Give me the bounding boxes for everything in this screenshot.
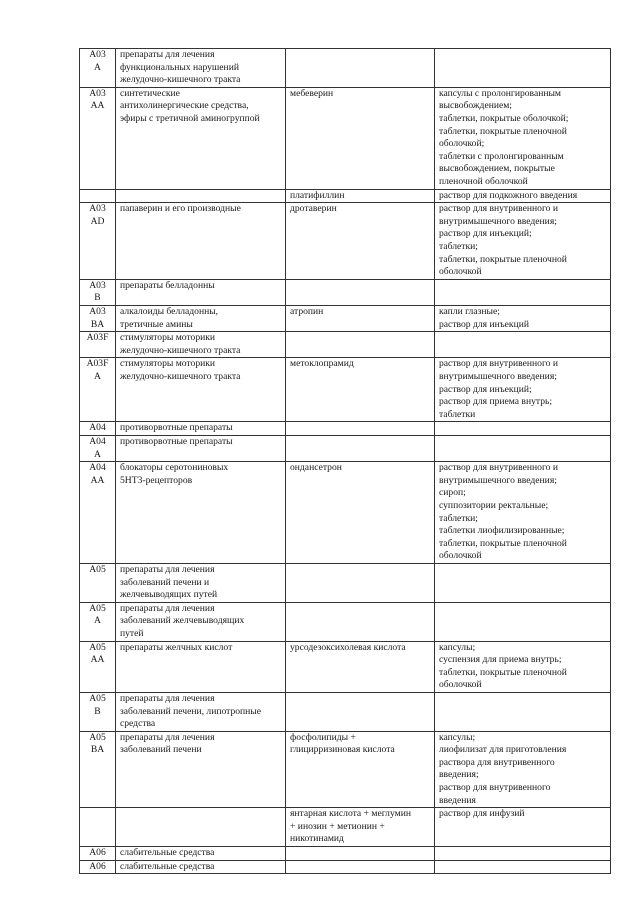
cell-text-line: A [94,615,101,627]
anatomical-group-cell [116,731,286,808]
drug-name-cell [286,563,435,602]
drug-list-table [79,48,611,874]
dosage-forms-cell [435,860,611,874]
cell-text-line: A04 [89,435,106,447]
drug-name-cell [286,332,435,358]
cell-text-line: AA [90,474,105,486]
anatomical-group-cell [116,332,286,358]
anatomical-group-cell [116,563,286,602]
drug-name-cell [286,358,435,422]
drug-name-cell [286,87,435,189]
cell-text-line: блокаторы серотониновых [120,462,229,474]
cell-text-line: препараты для лечения [120,602,215,614]
dosage-forms-cell [435,435,611,461]
cell-text-line: третичные амины [120,318,193,330]
cell-text-line: средства [120,718,156,730]
drug-name-cell [286,860,435,874]
cell-text-line: таблетки, покрытые пленочной [439,537,567,549]
cell-text-line: функциональных нарушений [120,61,239,73]
cell-text-line: капсулы с пролонгированным [439,87,562,99]
table-row [80,847,611,861]
cell-text-line: антихолинергические средства, [120,100,249,112]
cell-text-line: капсулы; [439,641,476,653]
drug-name-cell [286,808,435,847]
table-row [80,305,611,331]
anatomical-group-cell [116,692,286,731]
table-row [80,563,611,602]
table-row [80,860,611,874]
cell-text-line: янтарная кислота + меглумин [290,808,411,820]
cell-text-line: стимуляторы моторики [120,358,216,370]
cell-text-line: таблетки, покрытые оболочкой; [439,112,569,124]
dosage-forms-cell [435,731,611,808]
cell-text-line: раствор для внутривенного [439,782,551,794]
table-row [80,49,611,88]
cell-text-line: заболеваний печени [120,744,202,756]
dosage-forms-cell [435,602,611,641]
dosage-forms-cell [435,422,611,436]
drug-name-cell [286,305,435,331]
cell-text-line: атропин [290,305,324,317]
cell-text-line: внутримышечного введения; [439,215,557,227]
cell-text-line: введения; [439,769,479,781]
cell-text-line: раствор для инфузий [439,808,525,820]
dosage-forms-cell [435,563,611,602]
drug-name-cell [286,462,435,564]
drug-name-cell [286,692,435,731]
cell-text-line: таблетки; [439,240,478,252]
cell-text-line: таблетки, покрытые пленочной [439,666,567,678]
cell-text-line: B [94,292,101,304]
cell-text-line: таблетки; [439,512,478,524]
cell-text-line: 5HT3-рецепторов [120,474,193,486]
cell-text-line: урсодезоксихолевая кислота [290,641,406,653]
table-row [80,808,611,847]
cell-text-line: таблетки [439,408,476,420]
cell-text-line: суспензия для приема внутрь; [439,654,562,666]
cell-text-line: таблетки лиофилизированные; [439,525,565,537]
cell-text-line: препараты белладонны [120,279,215,291]
anatomical-group-cell [116,860,286,874]
table-row [80,358,611,422]
atc-code-cell [80,422,116,436]
cell-text-line: A05 [89,692,106,704]
dosage-forms-cell [435,49,611,88]
cell-text-line: заболеваний печени и [120,576,210,588]
anatomical-group-cell [116,808,286,847]
anatomical-group-cell [116,422,286,436]
cell-text-line: оболочкой; [439,138,485,150]
anatomical-group-cell [116,847,286,861]
anatomical-group-cell [116,602,286,641]
table-row [80,731,611,808]
cell-text-line: желчевыводящих путей [120,589,218,601]
cell-text-line: AD [90,215,105,227]
cell-text-line: заболеваний желчевыводящих [120,615,245,627]
atc-code-cell [80,847,116,861]
anatomical-group-cell [116,305,286,331]
cell-text-line: внутримышечного введения; [439,370,557,382]
table-body [80,49,611,874]
cell-text-line: дротаверин [290,203,337,215]
drug-name-cell [286,731,435,808]
cell-text-line: синтетические [120,87,180,99]
table-row [80,462,611,564]
dosage-forms-cell [435,279,611,305]
drug-name-cell [286,435,435,461]
cell-text-line: введения [439,794,476,806]
cell-text-line: BA [90,318,105,330]
atc-code-cell [80,203,116,280]
cell-text-line: AA [90,100,105,112]
atc-code-cell [80,731,116,808]
cell-text-line: слабительные средства [120,847,215,859]
cell-text-line: A06 [89,860,106,872]
table-row [80,602,611,641]
cell-text-line: препараты желчных кислот [120,641,233,653]
cell-text-line: A [94,61,101,73]
cell-text-line: A05 [89,602,106,614]
atc-code-cell [80,692,116,731]
cell-text-line: A03 [89,87,106,99]
anatomical-group-cell [116,279,286,305]
cell-text-line: раствор для приема внутрь; [439,396,553,408]
atc-code-cell [80,279,116,305]
drug-name-cell [286,49,435,88]
cell-text-line: желудочно-кишечного тракта [120,74,241,86]
atc-code-cell [80,189,116,203]
cell-text-line: мебеверин [290,87,334,99]
dosage-forms-cell [435,87,611,189]
table-row [80,422,611,436]
cell-text-line: A [94,448,101,460]
cell-text-line: пленочной оболочкой [439,175,528,187]
table-row [80,203,611,280]
cell-text-line: препараты для лечения [120,731,215,743]
cell-text-line: A05 [89,641,106,653]
cell-text-line: метоклопрамид [290,358,354,370]
table-row [80,332,611,358]
drug-name-cell [286,422,435,436]
dosage-forms-cell [435,358,611,422]
cell-text-line: A03 [89,279,106,291]
cell-text-line: AA [90,654,105,666]
cell-text-line: раствор для подкожного введения [439,189,578,201]
anatomical-group-cell [116,462,286,564]
cell-text-line: капли глазные; [439,305,500,317]
cell-text-line: A05 [89,563,106,575]
cell-text-line: A03F [86,358,109,370]
drug-name-cell [286,203,435,280]
drug-name-cell [286,189,435,203]
cell-text-line: высвобождением, покрытые [439,163,555,175]
cell-text-line: желудочно-кишечного тракта [120,370,241,382]
atc-code-cell [80,435,116,461]
cell-text-line: B [94,705,101,717]
cell-text-line: раствор для инъекций [439,318,529,330]
cell-text-line: раствор для внутривенного и [439,358,558,370]
atc-code-cell [80,358,116,422]
anatomical-group-cell [116,203,286,280]
cell-text-line: противорвотные препараты [120,435,233,447]
cell-text-line: раствор для инъекций; [439,228,532,240]
cell-text-line: A03F [86,332,109,344]
anatomical-group-cell [116,435,286,461]
table-row [80,641,611,692]
cell-text-line: A [94,370,101,382]
dosage-forms-cell [435,641,611,692]
cell-text-line: противорвотные препараты [120,422,233,434]
cell-text-line: желудочно-кишечного тракта [120,344,241,356]
cell-text-line: оболочкой [439,266,482,278]
atc-code-cell [80,602,116,641]
cell-text-line: A03 [89,203,106,215]
table-row [80,692,611,731]
atc-code-cell [80,332,116,358]
cell-text-line: A03 [89,305,106,317]
cell-text-line: A04 [89,422,106,434]
cell-text-line: стимуляторы моторики [120,332,216,344]
drug-name-cell [286,641,435,692]
cell-text-line: раствор для инъекций; [439,383,532,395]
table-row [80,87,611,189]
anatomical-group-cell [116,49,286,88]
cell-text-line: папаверин и его производные [120,203,241,215]
anatomical-group-cell [116,189,286,203]
cell-text-line: препараты для лечения [120,49,215,60]
dosage-forms-cell [435,332,611,358]
cell-text-line: лиофилизат для приготовления [439,744,567,756]
cell-text-line: эфиры с третичной аминогруппой [120,112,260,124]
cell-text-line: никотинамид [290,833,344,845]
cell-text-line: суппозитории ректальные; [439,499,549,511]
dosage-forms-cell [435,203,611,280]
cell-text-line: таблетки, покрытые пленочной [439,125,567,137]
cell-text-line: BA [90,744,105,756]
dosage-forms-cell [435,692,611,731]
cell-text-line: A03 [89,49,106,60]
drug-name-cell [286,279,435,305]
drug-name-cell [286,847,435,861]
dosage-forms-cell [435,462,611,564]
cell-text-line: слабительные средства [120,860,215,872]
atc-code-cell [80,563,116,602]
atc-code-cell [80,808,116,847]
table-row [80,279,611,305]
anatomical-group-cell [116,87,286,189]
atc-code-cell [80,87,116,189]
atc-code-cell [80,860,116,874]
anatomical-group-cell [116,358,286,422]
cell-text-line: глицирризиновая кислота [290,744,395,756]
cell-text-line: таблетки с пролонгированным [439,150,564,162]
cell-text-line: сироп; [439,487,466,499]
cell-text-line: раствор для внутривенного и [439,462,558,474]
cell-text-line: раствор для внутривенного и [439,203,558,215]
cell-text-line: путей [120,627,144,639]
atc-code-cell [80,305,116,331]
cell-text-line: алкалоиды белладонны, [120,305,219,317]
dosage-forms-cell [435,808,611,847]
cell-text-line: препараты для лечения [120,692,215,704]
cell-text-line: внутримышечного введения; [439,474,557,486]
cell-text-line: платифиллин [290,189,345,201]
atc-code-cell [80,641,116,692]
cell-text-line: заболеваний печени, липотропные [120,705,262,717]
dosage-forms-cell [435,305,611,331]
cell-text-line: капсулы; [439,731,476,743]
cell-text-line: высвобождением; [439,100,512,112]
cell-text-line: фосфолипиды + [290,731,356,743]
drug-name-cell [286,602,435,641]
atc-code-cell [80,462,116,564]
cell-text-line: раствора для внутривенного [439,756,555,768]
cell-text-line: + инозин + метионин + [290,820,385,832]
cell-text-line: таблетки, покрытые пленочной [439,253,567,265]
cell-text-line: оболочкой [439,550,482,562]
cell-text-line: A06 [89,847,106,859]
dosage-forms-cell [435,189,611,203]
cell-text-line: препараты для лечения [120,563,215,575]
cell-text-line: ондансетрон [290,462,342,474]
table-row [80,435,611,461]
cell-text-line: A05 [89,731,106,743]
atc-code-cell [80,49,116,88]
dosage-forms-cell [435,847,611,861]
cell-text-line: A04 [89,462,106,474]
anatomical-group-cell [116,641,286,692]
cell-text-line: оболочкой [439,679,482,691]
table-row [80,189,611,203]
